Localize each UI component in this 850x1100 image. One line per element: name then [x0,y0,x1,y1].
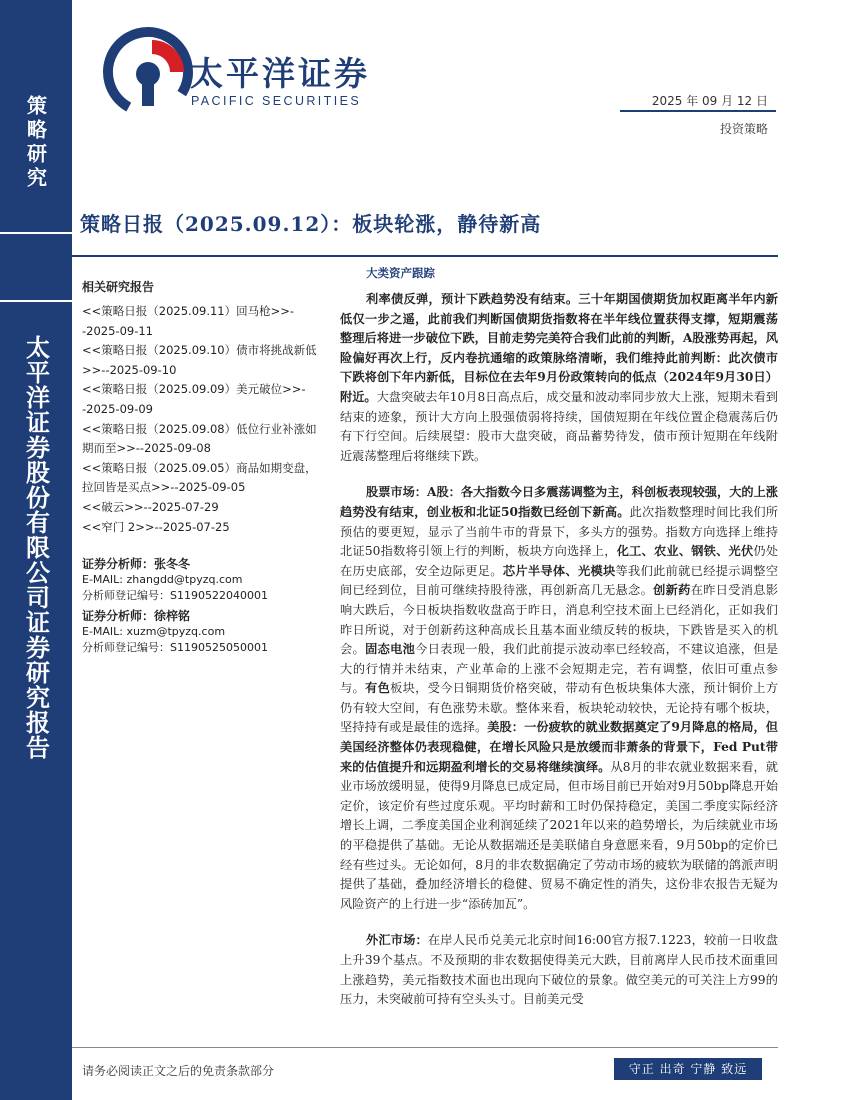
equities-text: 仍处在历史底部，安全边际更足。 [340,544,779,578]
fx-label: 外汇市场： [366,933,428,948]
related-reports-heading: 相关研究报告 [82,280,155,294]
brand-name-cn: 太平洋证券 [190,54,370,93]
report-body [340,290,778,1027]
equities-text: 板块，受今日铜期货价格突破，带动有色板块集体大涨，预计铜价上方仍有较大空间，有色涨势未歇。整体来看，板块轮动较快，无论持有哪个板块，坚持持有或是最佳的选择。 [340,681,779,735]
sidebar-category: 策略研究 [23,95,48,191]
related-report-item[interactable]: <<破云>>--2025-07-29 [82,499,219,514]
sector-highlight: 化工、农业、钢铁、光伏 [616,544,754,559]
section-label: 大类资产跟踪 [366,266,435,280]
equities-text: 今日表现一般，我们此前提示波动率已经较高，不建议追涨，但是大的行情并未结束，产业革命的上涨不会短期走完，若有调整，依旧可重点参与。 [340,642,779,696]
analyst-2 [82,608,268,656]
rates-detail: 大盘突破去年10月8日高点后，成交量和波动率同步放大上涨，短期未看到结束的迹象，预计大方向上股强债弱将持续，国债短期在年线位置企稳震荡后仍有下行空间。后续展望：股市大盘突破，商品蓄势待发，债市预计短期在年线附近震荡整理后将继续下跌。 [340,389,778,463]
sector-highlight: 芯片半导体、光模块 [502,563,616,578]
related-report-item[interactable]: <<策略日报（2025.09.09）美元破位>>--2025-09-09 [82,382,306,416]
brand-name-en: PACIFIC SECURITIES [191,94,362,108]
header-rule [620,110,776,112]
fx-text: 在岸人民币兑美元北京时间16:00官方报7.1223，较前一日收盘上升39个基点。不及预期的非农数据使得美元大跌，目前离岸人民币技术面重回上涨趋势，美元指数技术面也出现向下破位的景象。做空美元的可关注上方99的压力，未突破前可持有空头头寸。目前美元受 [340,933,778,1007]
related-report-item[interactable]: <<策略日报（2025.09.08）低位行业补涨如期而至>>--2025-09-08 [82,421,317,456]
paragraph-fx [340,931,778,1009]
sidebar-company: 太平洋证券股份有限公司证券研究报告 [21,334,51,760]
footer-slogan: 守正 出奇 宁静 致远 [614,1058,762,1080]
report-category: 投资策略 [719,122,768,136]
related-reports-list [82,302,320,537]
us-equities-summary: 美股：一份疲软的就业数据奠定了9月降息的格局，但美国经济整体仍表现稳健，在增长风险只是放缓而非萧条的背景下，Fed Put带来的估值提升和远期盈利增长的交易将继续演绎。 [340,720,778,774]
equities-text: 等我们此前就已经提示调整空间已经到位，目前可继续持股待涨，再创新高几无悬念。 [340,563,779,598]
report-title: 策略日报（2025.09.12）：板块轮涨，静待新高 [80,212,542,236]
analyst-1-email[interactable]: E-MAIL: zhangdd@tpyzq.com [82,573,243,586]
related-report-item[interactable]: <<策略日报（2025.09.11）回马枪>>--2025-09-11 [82,304,295,338]
rates-summary: 利率债反弹，预计下跌趋势没有结束。三十年期国债期货加权距离半年内新低仅一步之遥，此前我们判断国债期货指数将在半年线位置获得支撑，短期震荡整理后将进一步破位下跌，目前走势完美符合我们此前的判断，A股涨势再起，风险偏好再次上行，反内卷抗通缩的政策脉络清晰，我们维持此前判断：此次债市下跌将创下年内新低，目标位在去年9月份政策转向的低点（2024年9月30日）附近。 [340,292,778,404]
footer-rule [72,1047,778,1048]
analyst-1 [82,556,268,604]
sidebar-rule-top [0,232,72,234]
equities-text: 在昨日受消息影响大跌后，今日板块指数收盘高于昨日，消息利空技术面上已经消化，正如我们昨日所说，对于创新药这种高成长且基本面业绩反转的板块，下跌皆是买入的机会。 [340,583,779,657]
related-report-item[interactable]: <<策略日报（2025.09.10）债市将挑战新低>>--2025-09-10 [82,343,317,377]
report-date: 2025 年 09 月 12 日 [651,94,768,108]
equities-summary: 股票市场：A股：各大指数今日多震荡调整为主，科创板表现较强，大的上涨趋势没有结束，创业板和北证50指数已经创下新高。 [340,485,778,519]
related-report-item[interactable]: <<窄门 2>>--2025-07-25 [82,519,230,534]
analyst-1-reg: 分析师登记编号：S1190522040001 [82,589,268,602]
equities-text: 此次指数整理时间比我们所预估的要更短，显示了当前牛市的背景下，多头方的强势。指数方向选择上维持北证50指数将引领上行的判断，板块方向选择上， [340,504,778,559]
us-equities-text: 从8月的非农就业数据来看，就业市场放缓明显，使得9月降息已成定局，但市场目前已开始对9月50bp降息开始定价，该定价有些过度乐观。平均时薪和工时仍保持稳定，美国二季度实际经济增长上调，二季度美国企业利润延续了2021年以来的趋势增长，为后续就业市场的平稳提供了基础。无论从数据端还是美联储自身意愿来看，9月50bp的定价已经有些过头。无论如何，8月的非农数据确定了劳动市场的疲软为联储的鸽派声明提供了基础，叠加经济增长的稳健、贸易不确定性的消失，这份非农报告无疑为风险资产的上行进一步“添砖加瓦”。 [340,759,778,911]
analyst-1-name: 证券分析师：张冬冬 [82,557,191,571]
sidebar-rule-mid [0,300,72,302]
paragraph-equities [340,483,778,914]
logo-stem [142,74,154,106]
sector-highlight: 固态电池 [365,642,416,657]
pacific-securities-logo [100,20,196,116]
sector-highlight: 有色 [365,681,391,696]
analyst-2-email[interactable]: E-MAIL: xuzm@tpyzq.com [82,625,226,638]
analyst-2-name: 证券分析师：徐梓铭 [82,609,191,623]
sector-highlight: 创新药 [653,583,691,598]
footer-disclaimer: 请务必阅读正文之后的免责条款部分 [82,1064,275,1078]
analyst-2-reg: 分析师登记编号：S1190525050001 [82,641,268,654]
paragraph-rates [340,290,778,466]
title-rule [72,255,778,257]
related-report-item[interactable]: <<策略日报（2025.09.05）商品如期变盘，拉回皆是买点>>--2025-09-05 [82,460,317,495]
